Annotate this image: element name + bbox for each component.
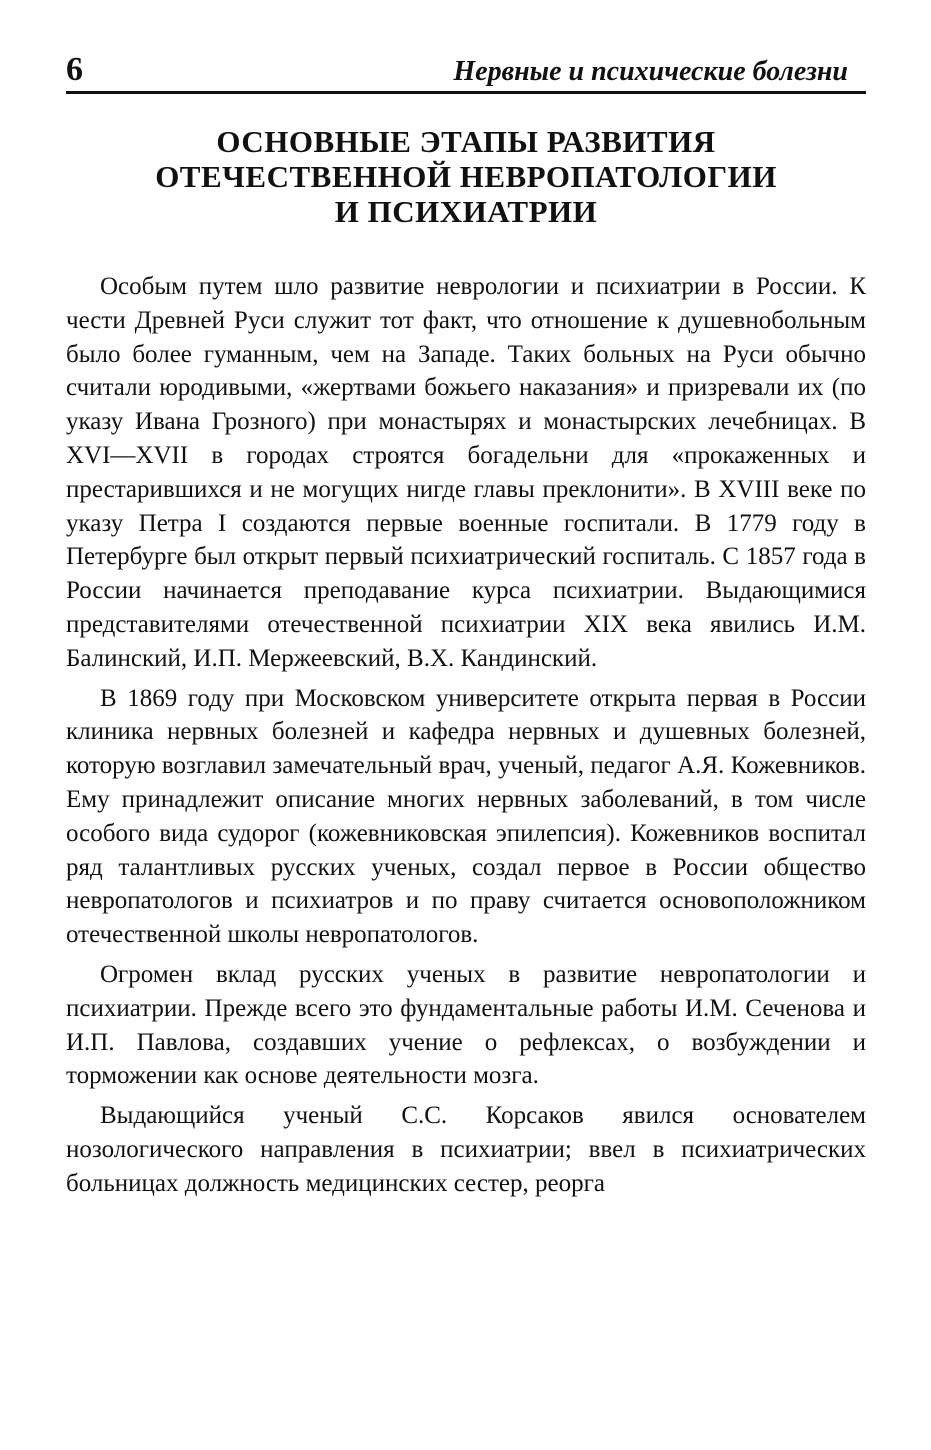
chapter-title: [66, 124, 866, 229]
chapter-title-line: ОТЕЧЕСТВЕННОЙ НЕВРОПАТОЛОГИИ: [155, 159, 777, 194]
chapter-title-line: И ПСИХИАТРИИ: [334, 194, 598, 229]
chapter-title-line: ОСНОВНЫЕ ЭТАПЫ РАЗВИТИЯ: [216, 124, 716, 159]
running-header: [66, 50, 866, 94]
book-page: [66, 50, 866, 1201]
body-text: [66, 270, 866, 1201]
paragraph: Особым путем шло развитие неврологии и психиатрии в России. К чести Древней Руси служит тот факт, что отношение к душевнобольным было более гуманным, чем на Западе. Таких больных на Руси обычно считали юродивыми, «жертвами божьего наказания» и призревали их (по указу Ивана Грозного) при монастырях и монастырских лечебницах. В XVI—XVII в городах строятся богадельни для «прокаженных и престарившихся и не могущих нигде главы преклонити». В XVIII веке по указу Петра I создаются первые военные госпитали. В 1779 году в Петербурге был открыт первый психиатрический госпиталь. С 1857 года в России начинается преподавание курса психиатрии. Выдающимися представителями отечественной психиатрии XIX века явились И.М. Балинский, И.П. Мержеевский, В.Х. Кандинский.: [66, 273, 866, 672]
paragraph: Огромен вклад русских ученых в развитие невропатологии и психиатрии. Прежде всего это фундаментальные работы И.М. Сеченова и И.П. Павлова, создавших учение о рефлексах, о возбуждении и торможении как основе деятельности мозга.: [66, 960, 866, 1090]
paragraph: В 1869 году при Московском университете открыта первая в России клиника нервных болезней и кафедра нервных и душевных болезней, которую возглавил замечательный врач, ученый, педагог А.Я. Кожевников. Ему принадлежит описание многих нервных заболеваний, в том числе особого вида судорог (кожевниковская эпилепсия). Кожевников воспитал ряд талантливых русских ученых, создал первое в России общество невропатологов и психиатров и по праву считается основоположником отечественной школы невропатологов.: [66, 684, 866, 949]
running-title: Нервные и психические болезни: [453, 56, 848, 87]
paragraph: Выдающийся ученый С.С. Корсаков явился основателем нозологического направления в психиатрии; ввел в психиатрических больницах должность медицинских сестер, реорга: [66, 1102, 866, 1197]
page-number: 6: [66, 51, 83, 88]
